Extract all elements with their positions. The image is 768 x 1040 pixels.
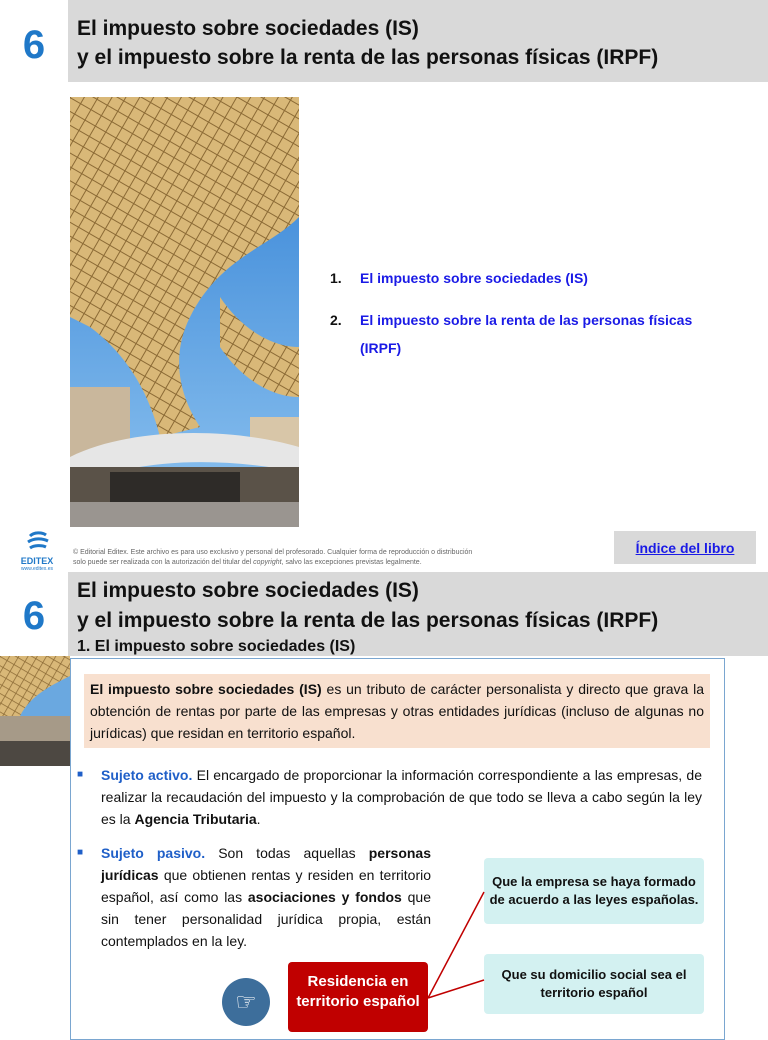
requirement-box-1: Que la empresa se haya formado de acuerdo a las leyes españolas. [484,858,704,924]
intro-text: es un tributo de carácter personalista y directo que grava la obtención de rentas por parte de las empresas y otras entidades jurídicas (incluso de algunas no jurídicas) que residan en territorio español. [90,681,704,741]
title-line-2: y el impuesto sobre la renta de las personas físicas (IRPF) [77,609,659,632]
pasivo-label: Sujeto pasivo. [101,845,206,861]
bullet-sujeto-activo [77,764,702,830]
metropol-parasol-thumbnail [0,656,70,766]
pointing-hand-icon: ☞ [222,978,270,1026]
toc-item-1[interactable] [330,264,730,292]
activo-end: . [256,811,261,827]
toc-item-2[interactable] [330,306,730,362]
table-of-contents [330,264,730,376]
pasivo-text-1: Son todas aquellas [205,845,369,861]
pasivo-text-3: que sin tener personalidad jurídica propia, están contemplados en la ley. [101,889,431,949]
title-line-2: y el impuesto sobre la renta de las personas físicas (IRPF) [77,46,659,69]
toc-link[interactable]: El impuesto sobre sociedades (IS) [360,270,588,286]
page-title [77,14,658,72]
toc-number: 1. [330,270,342,286]
title-line-1: El impuesto sobre sociedades (IS) [77,579,419,602]
copyright-word: copyright [253,559,282,566]
toc-number: 2. [330,312,342,328]
section-subtitle: 1. El impuesto sobre sociedades (IS) [77,638,356,655]
slide-2 [0,572,768,1024]
editex-logo-icon [14,532,60,552]
intro-definition [84,674,710,748]
chapter-number: 6 [22,22,46,67]
page-title [77,576,658,636]
title-line-1: El impuesto sobre sociedades (IS) [77,17,419,40]
intro-term: El impuesto sobre sociedades (IS) [90,681,322,697]
toc-link[interactable]: El impuesto sobre la renta de las personas físicas (IRPF) [360,312,693,356]
activo-agency: Agencia Tributaria [134,811,257,827]
copyright-line-2-start: solo puede ser realizada con la autorización del titular del [73,559,254,566]
copyright-notice [73,548,533,568]
book-index-button[interactable]: Índice del libro [614,531,756,564]
editex-logo [14,532,60,572]
copyright-line-2 [73,558,533,568]
logo-text: EDITEX [20,556,54,566]
connector-lines [420,872,490,1002]
bullet-icon: ■ [77,847,84,858]
logo-url: www.editex.es [21,566,53,572]
residencia-box: Residencia en territorio español [288,962,428,1032]
copyright-line-2-end: , salvo las excepciones previstas legalmente. [281,559,422,566]
pasivo-bold-2: asociaciones y fondos [247,889,402,905]
pasivo-bold-1: personas jurídicas [101,845,431,883]
pasivo-text-2: que obtienen rentas y residen en territorio español, así como las [101,867,431,905]
activo-text: El encargado de proporcionar la información correspondiente a las empresas, de realizar la recaudación del impuesto y la comprobación de que todo se lleva a cabo según la ley es la [101,767,702,827]
requirement-box-2: Que su domicilio social sea el territorio español [484,954,704,1014]
metropol-parasol-photo [70,97,299,527]
bullet-sujeto-pasivo [77,842,431,952]
bullet-icon: ■ [77,769,84,780]
chapter-number: 6 [22,594,46,638]
activo-label: Sujeto activo. [101,767,193,783]
copyright-line-1: © Editorial Editex. Este archivo es para uso exclusivo y personal del profesorado. Cualquier forma de reproducción o distribución [73,549,473,556]
